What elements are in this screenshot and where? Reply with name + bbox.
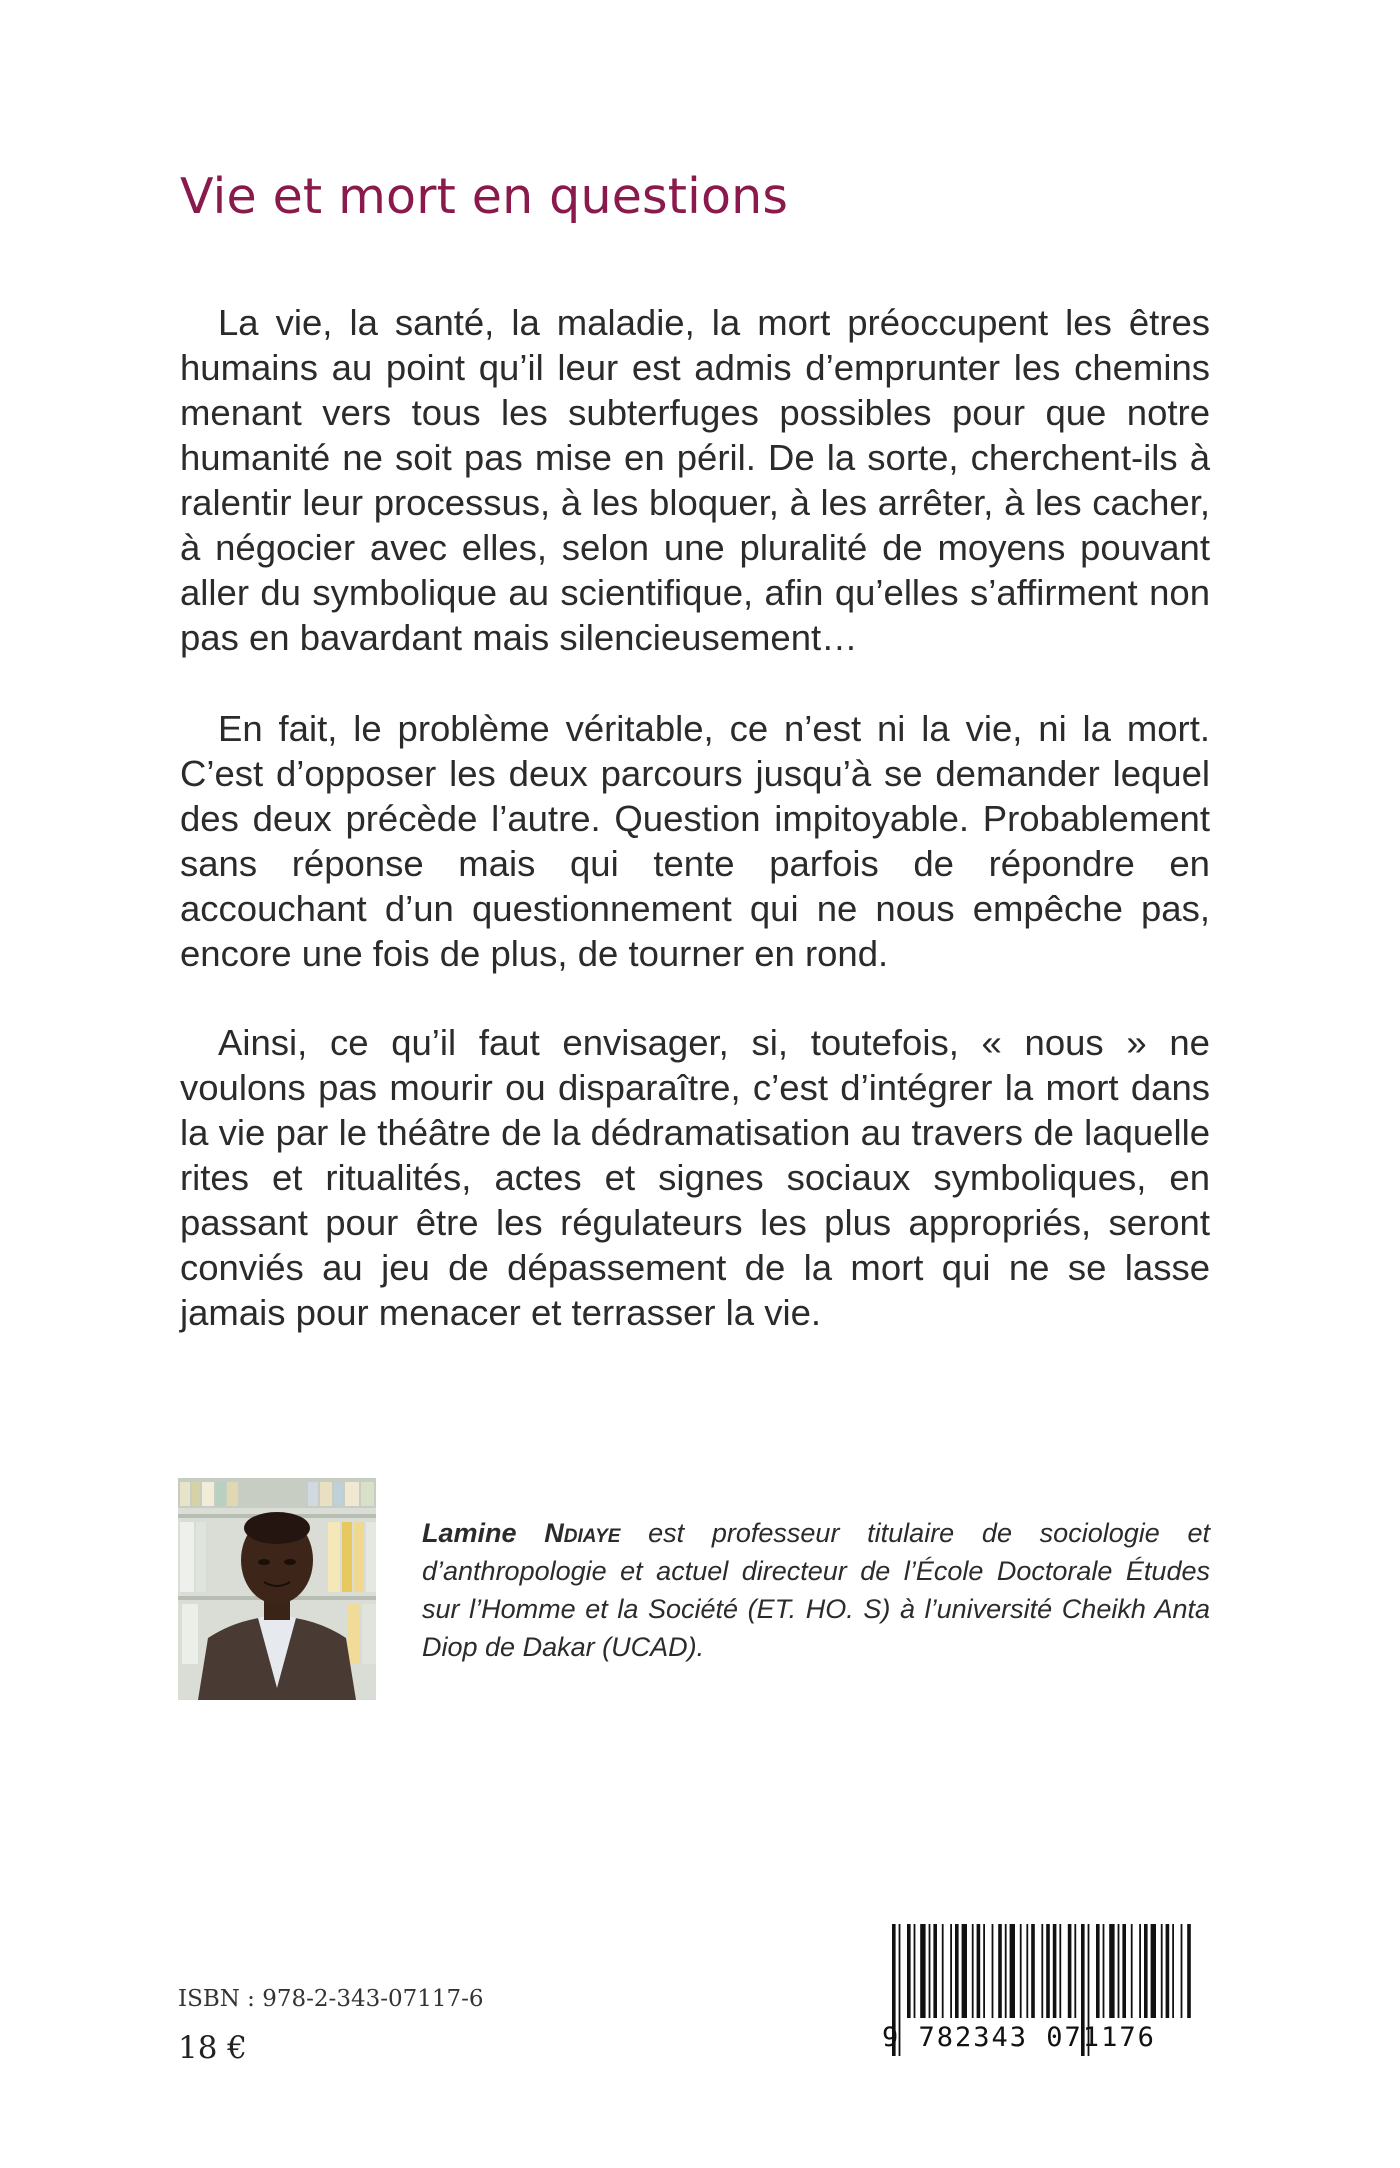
paragraph-text: Ainsi, ce qu’il faut envisager, si, toutefois, « nous » ne voulons pas mourir ou disparaître, c’est d’intégrer la mort dans la vie par le théâtre de la dédramatisation au travers de laquelle rites et ritualités, actes et signes sociaux symboliques, en passant pour être les régulateurs les plus appropriés, seront conviés au jeu de dépassement de la mort qui ne se lasse jamais pour menacer et terrasser la vie.: [180, 1022, 1210, 1333]
author-photo: [178, 1478, 376, 1700]
paragraph-text: La vie, la santé, la maladie, la mort préoccupent les êtres humains au point qu’il leur est admis d’emprunter les chemins menant vers tous les subterfuges possibles pour que notre humanité ne soit pas mise en péril. De la sorte, cherchent-ils à ralentir leur processus, à les bloquer, à les arrêter, à les cacher, à négocier avec elles, selon une pluralité de moyens pouvant aller du symbolique au scientifique, afin qu’elles s’affirment non pas en bavardant mais silencieusement…: [180, 302, 1210, 658]
back-cover-paragraph-3: [180, 1020, 1210, 1335]
author-bio-text: est professeur titulaire de sociologie et d’anthropologie et actuel directeur de l’École Doctorale Études sur l’Homme et la Société (ET. HO. S) à l’université Cheikh Anta Diop de Dakar (UCAD).: [422, 1518, 1210, 1662]
author-last-name: Ndiaye: [544, 1518, 621, 1548]
author-portrait-image: [178, 1478, 376, 1700]
paragraph-text: En fait, le problème véritable, ce n’est ni la vie, ni la mort. C’est d’opposer les deux parcours jusqu’à se demander lequel des deux précède l’autre. Question impitoyable. Probablement sans réponse mais qui tente parfois de répondre en accouchant d’un questionnement qui ne nous empêche pas, encore une fois de plus, de tourner en rond.: [180, 708, 1210, 974]
price: 18 €: [178, 2030, 248, 2066]
back-cover-paragraph-2: [180, 706, 1210, 976]
book-title: Vie et mort en questions: [180, 168, 789, 225]
author-first-name: Lamine: [422, 1518, 517, 1548]
back-cover-paragraph-1: [180, 300, 1210, 660]
barcode-digits: 9 782343 071176: [882, 2022, 1156, 2053]
isbn: ISBN : 978-2-343-07117-6: [178, 1986, 484, 2012]
author-bio: [422, 1514, 1210, 1666]
